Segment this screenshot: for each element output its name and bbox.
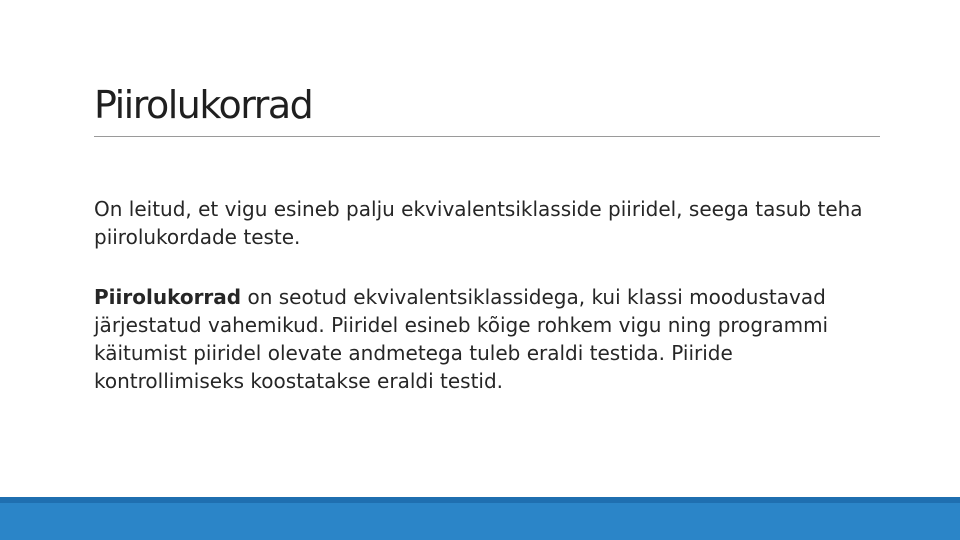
paragraph-2-lead: Piirolukorrad: [94, 285, 242, 309]
slide-body: [94, 195, 884, 395]
paragraph-1-text: On leitud, et vigu esineb palju ekvivalentsiklasside piiridel, seega tasub teha piirolukordade teste.: [94, 197, 863, 249]
footer-accent-line: [0, 497, 960, 503]
paragraph-2: [94, 283, 884, 395]
paragraph-1: [94, 195, 884, 251]
slide-title: Piirolukorrad: [94, 83, 313, 127]
paragraph-2-text: on seotud ekvivalentsiklassidega, kui klassi moodustavad järjestatud vahemikud. Piiridel esineb kõige rohkem vigu ning programmi käitumist piiridel olevate andmetega tuleb eraldi testida. Piiride kontrollimiseks koostatakse eraldi testid.: [94, 285, 829, 393]
title-underline: [94, 136, 880, 137]
footer-accent-bar: [0, 497, 960, 540]
